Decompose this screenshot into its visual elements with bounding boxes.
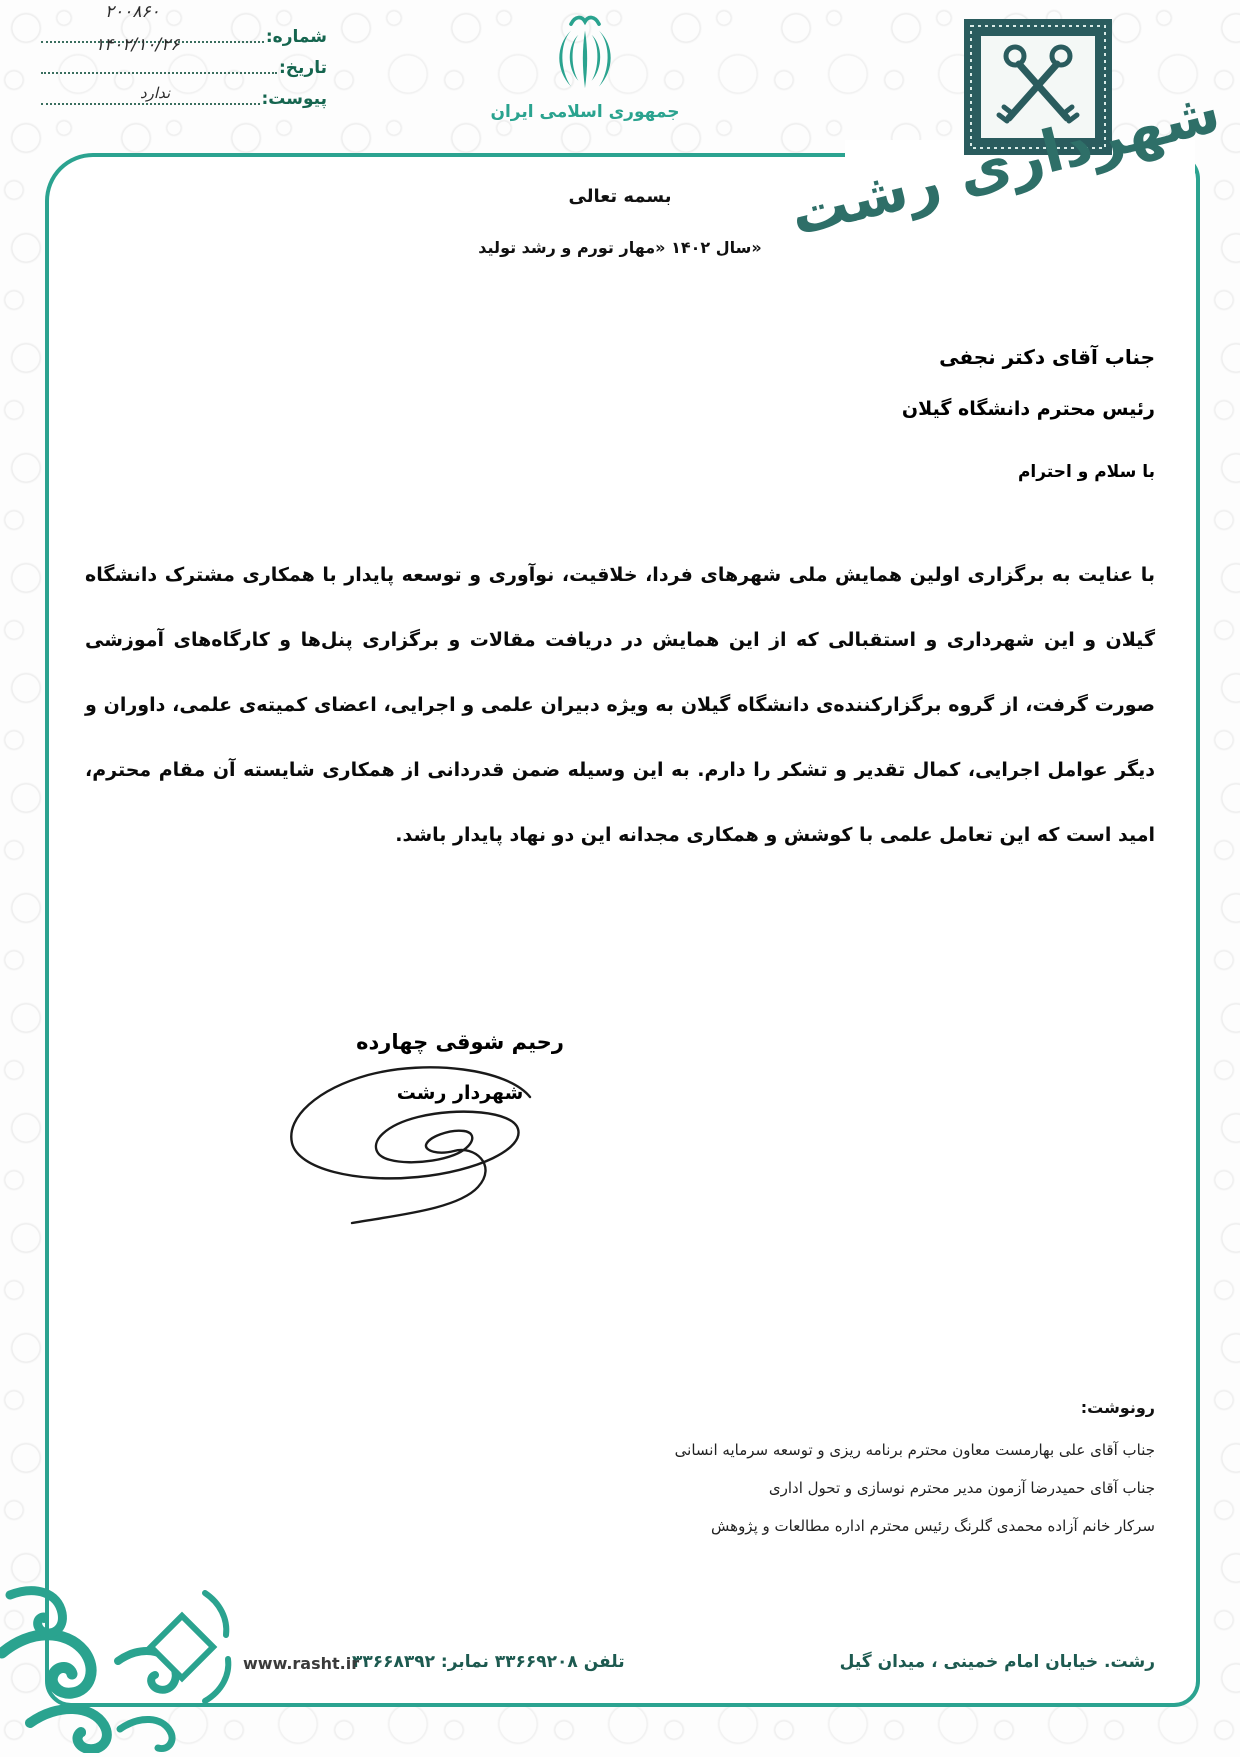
cc-item-2: جناب آقای حمیدرضا آزمون مدیر محترم نوسازی و تحول اداری — [768, 1479, 1155, 1497]
letter-number-label: شماره: — [265, 27, 327, 47]
signatory-title: شهردار رشت — [396, 1082, 524, 1104]
footer-website-link[interactable]: www.rasht.ir — [243, 1654, 360, 1673]
national-emblem-block — [475, 12, 695, 122]
bismillah-line: بسمه تعالی — [568, 186, 672, 207]
letter-body-paragraph: با عنایت به برگزاری اولین همایش ملی شهرهای فردا، خلاقیت، نوآوری و توسعه پایدار با همکاری مشترک دانشگاه گیلان و این شهرداری و استقبالی که از این همایش در دریافت مقالات و برگزاری پنل‌ها و کارگاه‌های آموزشی صورت گرفت، از گروه برگزارکننده‌ی دانشگاه گیلان به ویژه دبیران علمی و اجرایی، اعضای کمیته‌ی علمی، داوران و دیگر عوامل اجرایی، کمال تقدیر و تشکر را دارم. به این وسیله ضمن قدردانی از همکاری شایسته آن مقام محترم، امید است که این تعامل علمی با کوشش و همکاری مجدانه این دو نهاد پایدار باشد. — [85, 564, 1155, 846]
cc-item-3: سرکار خانم آزاده محمدی گلرنگ رئیس محترم اداره مطالعات و پژوهش — [711, 1517, 1155, 1535]
signatory-name: رحیم شوقی چهارده — [356, 1030, 564, 1054]
recipient-name: جناب آقای دکتر نجفی — [939, 345, 1155, 369]
letter-date-label: تاریخ: — [279, 58, 327, 78]
dotted-line — [41, 72, 277, 74]
handwritten-signature — [278, 1045, 558, 1229]
footer-phone-fax: تلفن ۳۳۶۶۹۲۰۸ نمابر: ۳۳۶۶۸۳۹۲ — [352, 1652, 625, 1672]
letter-attachment-label: پیوست: — [261, 89, 327, 109]
dotted-line — [41, 103, 260, 105]
footer-address: رشت. خیابان امام خمینی ، میدان گیل — [839, 1652, 1155, 1672]
letterhead-fields — [35, 2, 327, 109]
letter-date-value: ۱۴۰۲/۱۰/۲۶ — [95, 35, 180, 55]
corner-ornament-icon — [0, 1533, 235, 1757]
letter-number-value: ۲۰۰۸۶۰ — [105, 2, 160, 22]
year-slogan-line: سال ۱۴۰۲ «مهار تورم و رشد تولید» — [478, 238, 762, 257]
salutation-line: با سلام و احترام — [1017, 462, 1155, 482]
cc-item-1: جناب آقای علی بهارمست معاون محترم برنامه ریزی و توسعه سرمایه انسانی — [674, 1441, 1155, 1459]
emblem-caption: جمهوری اسلامی ایران — [490, 102, 680, 122]
letter-attachment-value: ندارد — [140, 84, 171, 102]
cc-label: رونوشت: — [1080, 1398, 1155, 1417]
letter-attachment-row — [35, 78, 327, 109]
letter-number-row — [35, 2, 327, 47]
municipality-calligraphy: شهرداری رشت — [783, 76, 1227, 250]
cc-block — [515, 1398, 1155, 1545]
iran-emblem-icon — [548, 12, 622, 92]
recipient-title: رئیس محترم دانشگاه گیلان — [901, 398, 1155, 420]
